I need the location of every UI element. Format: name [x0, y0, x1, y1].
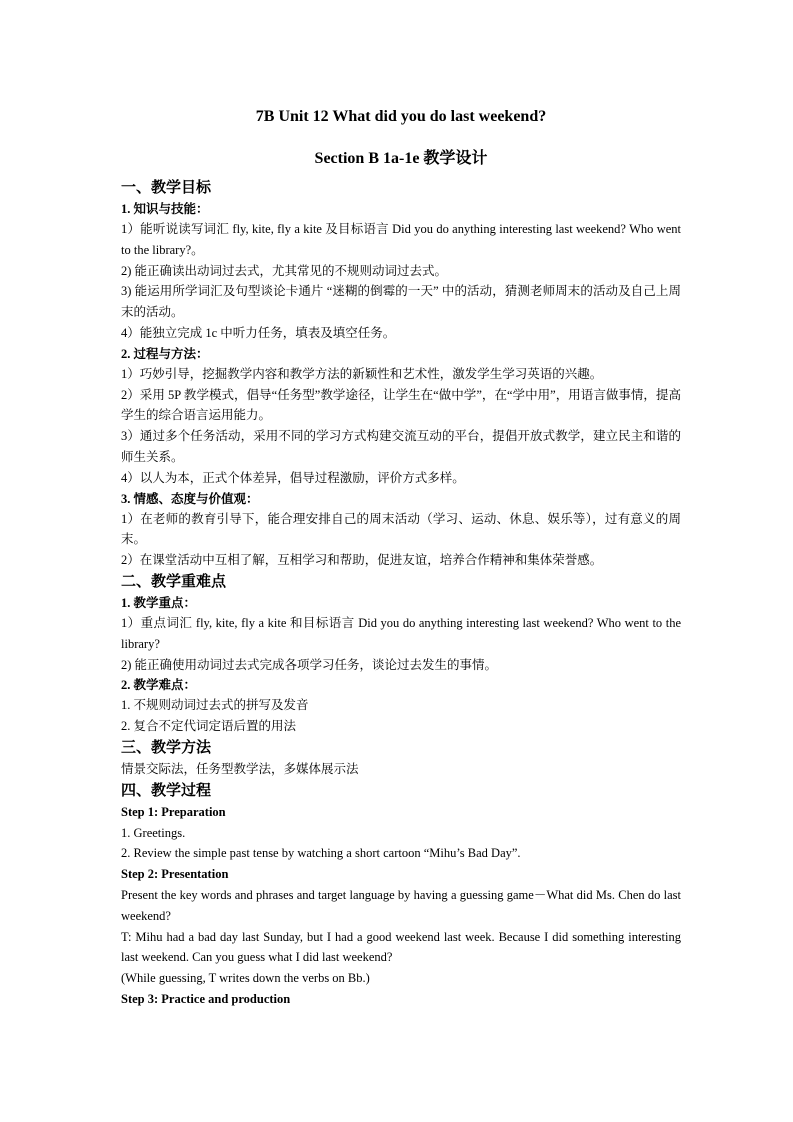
section-heading-objectives: 一、教学目标 — [121, 180, 212, 196]
paragraph: 4）以人为本，正式个体差异，倡导过程激励，评价方式多样。 — [121, 470, 465, 485]
paragraph: 2) 能正确读出动词过去式，尤其常见的不规则动词过去式。 — [121, 263, 448, 278]
paragraph: 1. 不规则动词过去式的拼写及发音 — [121, 698, 309, 713]
paragraph: (While guessing, T writes down the verbs on Bb.) — [121, 971, 370, 986]
paragraph: 3）通过多个任务活动，采用不同的学习方式构建交流互动的平台，提倡开放式教学，建立民主和谐的师生关系。 — [121, 429, 681, 464]
paragraph: 情景交际法，任务型教学法，多媒体展示法 — [121, 761, 359, 776]
paragraph: 1）巧妙引导，挖掘教学内容和教学方法的新颖性和艺术性，激发学生学习英语的兴趣。 — [121, 366, 603, 381]
paragraph: 1）能听说读写词汇 fly, kite, fly a kite 及目标语言 Did you do anything interesting last weekend? Who went to the library?。 — [121, 222, 681, 257]
paragraph: 2) 能正确使用动词过去式完成各项学习任务，谈论过去发生的事情。 — [121, 657, 498, 672]
paragraph: 1）在老师的教育引导下，能合理安排自己的周末活动（学习、运动、休息、娱乐等），过有意义的周末。 — [121, 511, 681, 547]
paragraph: Present the key words and phrases and target language by having a guessing game－What did Ms. Chen do last weekend? — [121, 887, 681, 923]
subheading-knowledge-skills: 1. 知识与技能： — [121, 202, 209, 216]
document-subtitle: Section B 1a-1e 教学设计 — [314, 150, 488, 167]
paragraph: 3) 能运用所学词汇及句型谈论卡通片 “迷糊的倒霉的一天” 中的活动，猜测老师周末的活动及自己上周末的活动。 — [121, 284, 681, 320]
paragraph: 2. Review the simple past tense by watching a short cartoon “Mihu’s Bad Day”. — [121, 846, 521, 861]
paragraph: 4）能独立完成 1c 中听力任务，填表及填空任务。 — [121, 325, 396, 340]
step-heading: Step 3: Practice and production — [121, 991, 291, 1006]
subheading-emotion-values: 3. 情感、态度与价值观： — [121, 491, 259, 506]
paragraph: T: Mihu had a bad day last Sunday, but I had a good weekend last week. Because I did something interesting last weekend. Can you guess what I did last weekend? — [121, 929, 681, 965]
paragraph: 1. Greetings. — [121, 825, 186, 840]
paragraph: 1）重点词汇 fly, kite, fly a kite 和目标语言 Did you do anything interesting last weekend? Who went to the library? — [121, 615, 681, 651]
subheading-difficulties: 2. 教学难点： — [121, 678, 197, 693]
paragraph: 2）采用 5P 教学模式，倡导“任务型”教学途径，让学生在“做中学”，在“学中用”，用语言做事情，提高学生的综合语言运用能力。 — [121, 387, 681, 423]
section-heading-process: 四、教学过程 — [121, 782, 212, 799]
subheading-focus: 1. 教学重点： — [121, 595, 197, 610]
section-heading-key-points: 二、教学重难点 — [121, 573, 227, 590]
paragraph: 2）在课堂活动中互相了解，互相学习和帮助，促进友谊，培养合作精神和集体荣誉感。 — [121, 553, 603, 568]
document-title: 7B Unit 12 What did you do last weekend? — [255, 108, 547, 125]
subheading-process-methods: 2. 过程与方法： — [121, 346, 209, 361]
step-heading: Step 2: Presentation — [121, 867, 229, 882]
document-page — [121, 103, 681, 1010]
section-heading-methods: 三、教学方法 — [121, 739, 212, 756]
step-heading: Step 1: Preparation — [121, 804, 226, 819]
paragraph: 2. 复合不定代词定语后置的用法 — [121, 719, 297, 734]
